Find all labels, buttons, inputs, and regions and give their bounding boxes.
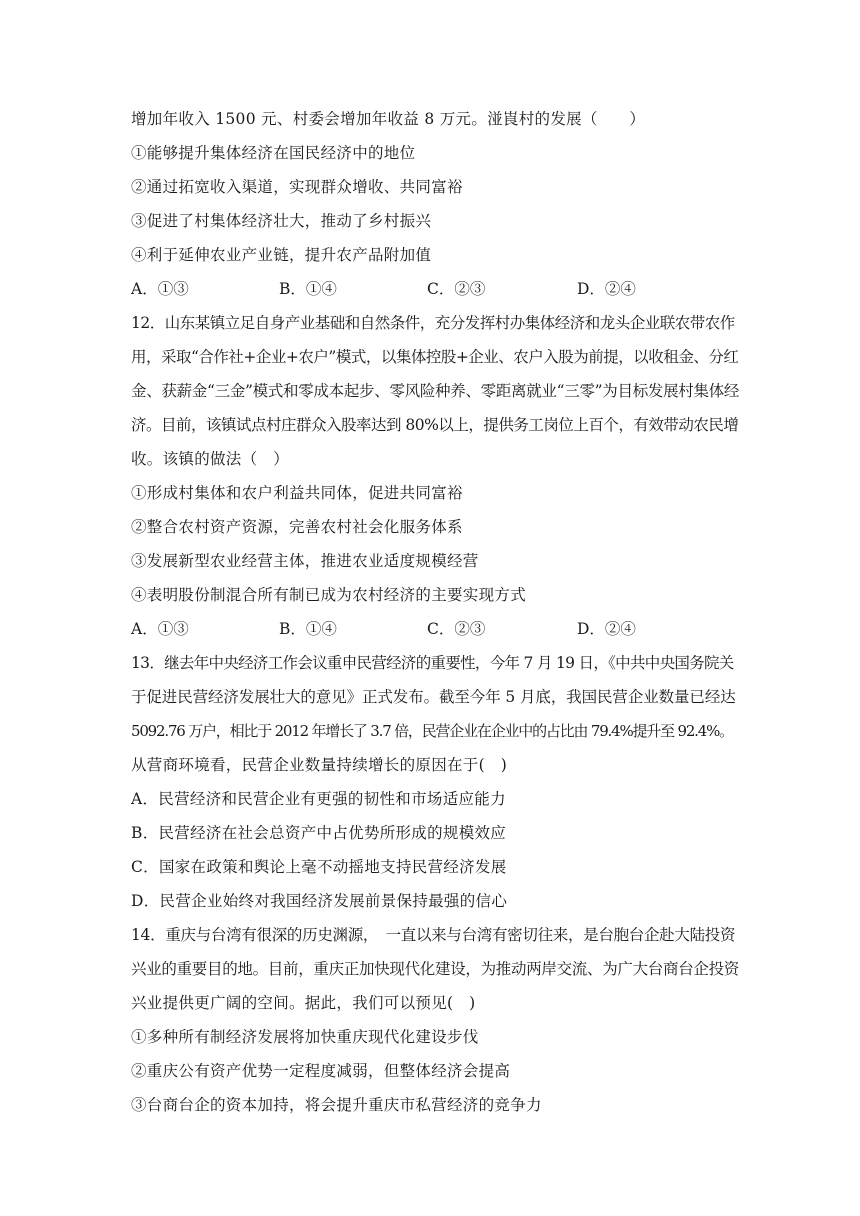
q11-option-b[interactable]: B．①④ <box>279 280 337 298</box>
q14-stem-line-3: 兴业提供更广阔的空间。据此，我们可以预见( ) <box>131 994 476 1012</box>
q11-statement-1: ①能够提升集体经济在国民经济中的地位 <box>131 144 416 162</box>
q12-stem-line-5: 收。该镇的做法（ ） <box>131 450 290 468</box>
q12-option-c[interactable]: C．②③ <box>427 620 486 638</box>
q13-option-a[interactable]: A．民营经济和民营企业有更强的韧性和市场适应能力 <box>131 790 506 808</box>
q11-option-d[interactable]: D．②④ <box>577 280 636 298</box>
q13-stem-line-3: 5092.76 万户，相比于 2012 年增长了 3.7 倍，民营企业在企业中的占比由 79.4%提升至 92.4%。 <box>131 722 733 740</box>
q12-option-d[interactable]: D．②④ <box>577 620 636 638</box>
q11-option-a[interactable]: A．①③ <box>131 280 189 298</box>
q12-statement-2: ②整合农村资产资源，完善农村社会化服务体系 <box>131 518 463 536</box>
q12-statement-3: ③发展新型农业经营主体，推进农业适度规模经营 <box>131 552 479 570</box>
q12-statement-1: ①形成村集体和农户利益共同体，促进共同富裕 <box>131 484 463 502</box>
q11-statement-2: ②通过拓宽收入渠道，实现群众增收、共同富裕 <box>131 178 463 196</box>
q11-stem-tail: 增加年收入 1500 元、村委会增加年收益 8 万元。湴崀村的发展（ ） <box>131 110 646 128</box>
q14-stem-line-2: 兴业的重要目的地。目前，重庆正加快现代化建设，为推动两岸交流、为广大台商台企投资 <box>131 960 740 978</box>
q11-statement-3: ③促进了村集体经济壮大，推动了乡村振兴 <box>131 212 432 230</box>
q12-option-b[interactable]: B．①④ <box>279 620 337 638</box>
q12-stem-line-2: 用，采取“合作社+企业+农户”模式，以集体控股+企业、农户入股为前提，以收租金、分红 <box>131 348 739 366</box>
q12-stem-line-1: 12．山东某镇立足自身产业基础和自然条件，充分发挥村办集体经济和龙头企业联农带农作 <box>131 314 735 332</box>
q14-statement-2: ②重庆公有资产优势一定程度减弱，但整体经济会提高 <box>131 1062 511 1080</box>
q14-stem-line-1: 14．重庆与台湾有很深的历史渊源， 一直以来与台湾有密切往来，是台胞台企赴大陆投资 <box>131 926 736 944</box>
q13-option-b[interactable]: B．民营经济在社会总资产中占优势所形成的规模效应 <box>131 824 507 842</box>
q12-statement-4: ④表明股份制混合所有制已成为农村经济的主要实现方式 <box>131 586 527 604</box>
q14-statement-3: ③台商台企的资本加持，将会提升重庆市私营经济的竞争力 <box>131 1096 542 1114</box>
q13-stem-line-1: 13．继去年中央经济工作会议重申民营经济的重要性，今年 7 月 19 日，《中共中央国务院关 <box>131 654 734 672</box>
q13-option-d[interactable]: D．民营企业始终对我国经济发展前景保持最强的信心 <box>131 892 508 910</box>
q12-stem-line-3: 金、获薪金“三金”模式和零成本起步、零风险种养、零距离就业“三零”为目标发展村集体经 <box>131 382 740 400</box>
q11-option-c[interactable]: C．②③ <box>427 280 486 298</box>
q11-statement-4: ④利于延伸农业产业链，提升农产品附加值 <box>131 246 432 264</box>
q13-stem-line-4: 从营商环境看，民营企业数量持续增长的原因在于( ) <box>131 756 508 774</box>
q13-option-c[interactable]: C．国家在政策和舆论上毫不动摇地支持民营经济发展 <box>131 858 507 876</box>
q14-statement-1: ①多种所有制经济发展将加快重庆现代化建设步伐 <box>131 1028 479 1046</box>
q12-stem-line-4: 济。目前，该镇试点村庄群众入股率达到 80%以上，提供务工岗位上百个，有效带动农民增 <box>131 416 739 434</box>
q13-stem-line-2: 于促进民营经济发展壮大的意见》正式发布。截至今年 5 月底，我国民营企业数量已经达 <box>131 688 736 706</box>
q12-option-a[interactable]: A．①③ <box>131 620 189 638</box>
